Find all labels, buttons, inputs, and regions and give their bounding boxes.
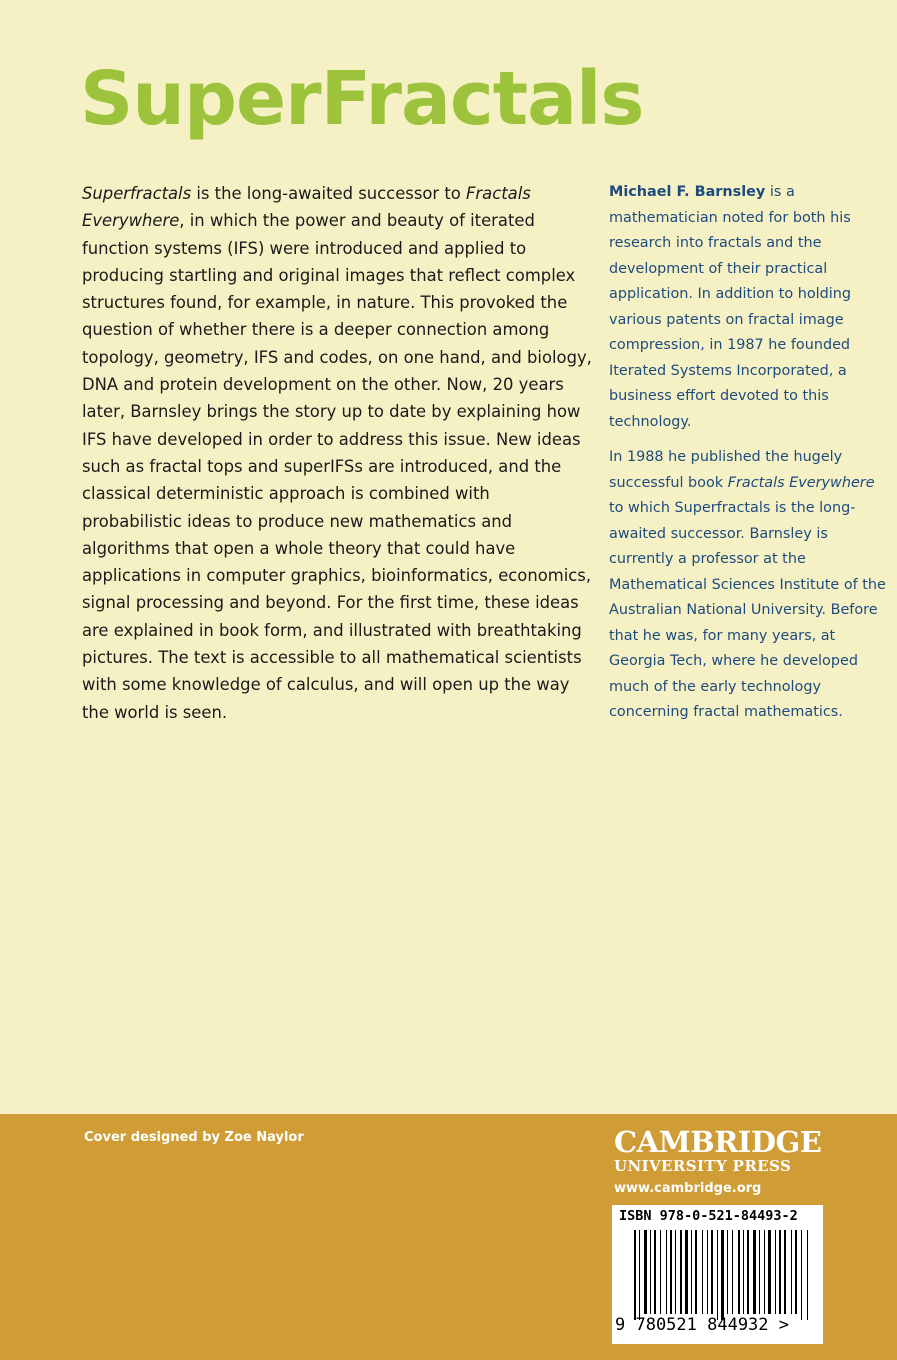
author-bio-text-2a: In 1988 he published the hugely successful book bbox=[609, 449, 843, 491]
book-title: SuperFractals bbox=[80, 56, 644, 142]
publisher-logo bbox=[614, 1125, 824, 1196]
cover-credit: Cover designed by Zoe Naylor bbox=[84, 1130, 304, 1145]
footer-band bbox=[0, 1114, 897, 1360]
barcode-bar bbox=[768, 1230, 771, 1314]
isbn-label: ISBN 978-0-521-84493-2 bbox=[619, 1208, 798, 1224]
barcode-bar bbox=[747, 1230, 749, 1314]
barcode-bar bbox=[717, 1230, 718, 1320]
barcode-bar bbox=[738, 1230, 740, 1314]
book-description bbox=[82, 180, 592, 726]
barcode-bar bbox=[779, 1230, 781, 1314]
barcode-bar bbox=[759, 1230, 760, 1314]
prior-book-italic: Fractals Everywhere bbox=[82, 184, 531, 231]
barcode-bar bbox=[795, 1230, 797, 1314]
author-bio-para-1 bbox=[609, 180, 891, 435]
description-text-1: is the long-awaited successor to bbox=[191, 184, 466, 203]
barcode-bar bbox=[691, 1230, 692, 1314]
barcode-bar bbox=[650, 1230, 651, 1314]
author-bio-text-2b: to which Superfractals is the long-awaited successor. Barnsley is currently a professor at the Mathematical Sciences Institute of the Australian National University. Before that he was, for many years, at Georgia Tech, where he developed much of the early technology concerning fractal mathematics. bbox=[609, 500, 886, 720]
barcode-bar bbox=[743, 1230, 744, 1314]
author-name: Michael F. Barnsley bbox=[609, 184, 766, 200]
barcode-bar bbox=[711, 1230, 713, 1314]
barcode-bar bbox=[721, 1230, 724, 1320]
author-bio-text-1: is a mathematician noted for both his research into fractals and the development of their practical application. In addition to holding various patents on fractal image compression, in 1987 he founded Iterated Systems Incorporated, a business effort devoted to this technology. bbox=[609, 184, 852, 430]
title-italic: Superfractals bbox=[82, 184, 192, 203]
barcode-bar bbox=[639, 1230, 640, 1320]
publisher-subtitle: UNIVERSITY PRESS bbox=[614, 1157, 792, 1175]
barcode-bar bbox=[775, 1230, 776, 1314]
barcode-bar bbox=[695, 1230, 697, 1314]
barcode-bars-icon bbox=[612, 1226, 823, 1322]
author-bio bbox=[609, 180, 891, 726]
description-text-2: , in which the power and beauty of iterated function systems (IFS) were introduced and applied to producing startling and original images that reflect complex structures found, for example, in nature. This provoked the question of whether there is a deeper connection among topology, geometry, IFS and codes, on one hand, and biology, DNA and protein development on the other. Now, 20 years later, Barnsley brings the story up to date by explaining how IFS have developed in order to address this issue. New ideas such as fractal tops and superIFSs are introduced, and the classical deterministic approach is combined with probabilistic ideas to produce new mathematics and algorithms that open a whole theory that could have applications in computer graphics, bioinformatics, economics, signal processing and beyond. For the first time, these ideas are explained in book form, and illustrated with breathtaking pictures. The text is accessible to all mathematical scientists with some knowledge of calculus, and will open up the way the world is seen. bbox=[82, 211, 592, 722]
publisher-name: CAMBRIDGE bbox=[614, 1125, 822, 1159]
barcode-bar bbox=[732, 1230, 733, 1314]
barcode-bar bbox=[670, 1230, 672, 1314]
author-bio-book-italic: Fractals Everywhere bbox=[727, 474, 875, 491]
barcode-box bbox=[612, 1205, 823, 1344]
barcode-bar bbox=[680, 1230, 682, 1314]
barcode-bar bbox=[685, 1230, 688, 1314]
barcode-bar bbox=[784, 1230, 786, 1314]
author-bio-para-2 bbox=[609, 445, 891, 726]
barcode-bar bbox=[707, 1230, 708, 1314]
barcode-bar bbox=[801, 1230, 802, 1320]
barcode-bar bbox=[644, 1230, 647, 1314]
barcode-bar bbox=[660, 1230, 661, 1314]
barcode-bar bbox=[634, 1230, 636, 1320]
barcode-bar bbox=[791, 1230, 792, 1314]
barcode-digits: 9 780521 844932 > bbox=[615, 1315, 789, 1335]
barcode-bar bbox=[666, 1230, 667, 1314]
barcode-bar bbox=[807, 1230, 808, 1320]
barcode-bar bbox=[753, 1230, 756, 1314]
barcode-bar bbox=[764, 1230, 765, 1314]
barcode-bar bbox=[727, 1230, 728, 1314]
barcode-bar bbox=[675, 1230, 676, 1314]
barcode-bar bbox=[654, 1230, 656, 1314]
publisher-website[interactable]: www.cambridge.org bbox=[614, 1181, 762, 1196]
barcode-bar bbox=[702, 1230, 703, 1314]
